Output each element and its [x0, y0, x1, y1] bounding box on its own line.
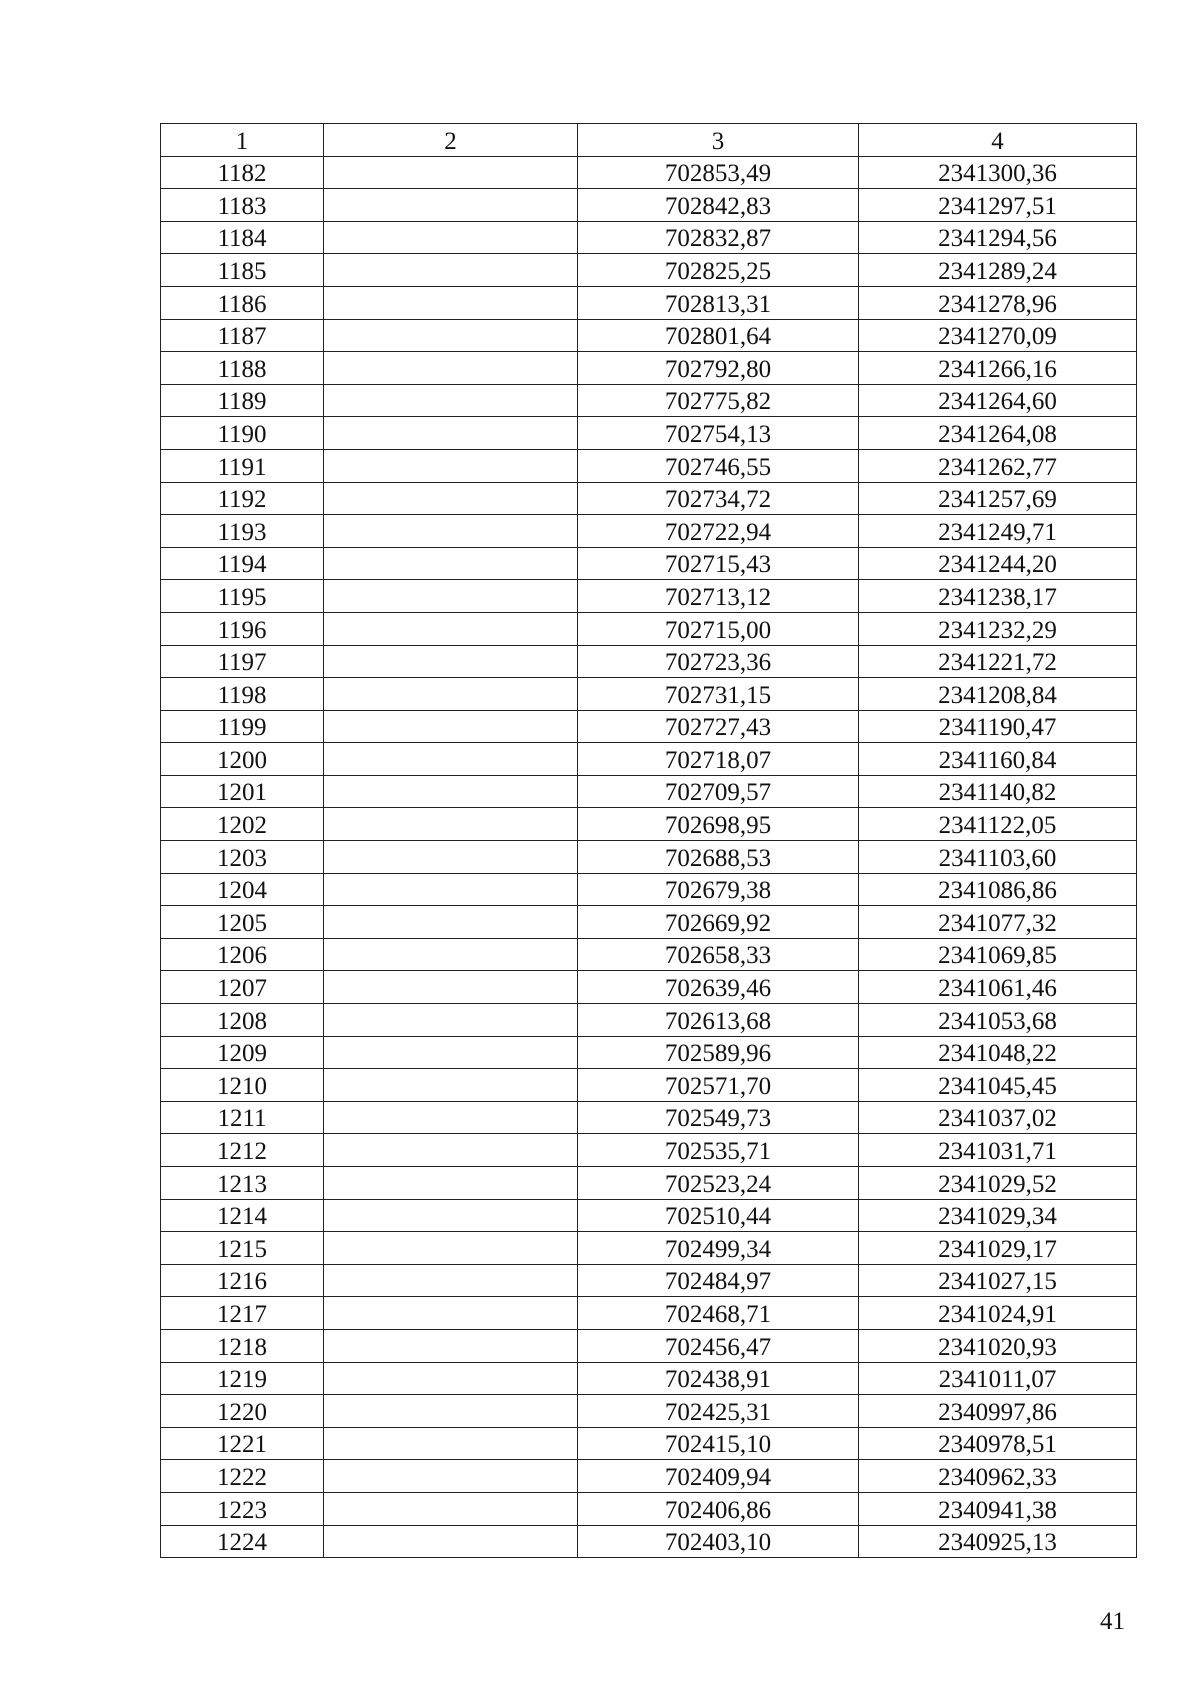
- coordinate-x-cell: 702484,97: [578, 1264, 859, 1297]
- point-number-cell: 1182: [161, 156, 324, 189]
- table-row: [161, 254, 1137, 287]
- coordinate-y-cell: 2341266,16: [859, 352, 1137, 385]
- coordinate-x-cell: 702571,70: [578, 1069, 859, 1102]
- point-number-cell: 1190: [161, 417, 324, 450]
- point-number-cell: 1198: [161, 678, 324, 711]
- coordinate-x-cell: 702468,71: [578, 1297, 859, 1330]
- coordinate-x-cell: 702425,31: [578, 1395, 859, 1428]
- point-number-cell: 1209: [161, 1036, 324, 1069]
- point-number-cell: 1201: [161, 775, 324, 808]
- column-header-2: 2: [324, 124, 578, 157]
- point-number-cell: 1183: [161, 189, 324, 222]
- point-number-cell: 1197: [161, 645, 324, 678]
- coordinate-x-cell: 702842,83: [578, 189, 859, 222]
- empty-cell: [324, 906, 578, 939]
- point-number-cell: 1211: [161, 1101, 324, 1134]
- empty-cell: [324, 449, 578, 482]
- table-row: [161, 906, 1137, 939]
- point-number-cell: 1213: [161, 1167, 324, 1200]
- coordinate-y-cell: 2340941,38: [859, 1492, 1137, 1525]
- table-body: [161, 156, 1137, 1558]
- empty-cell: [324, 612, 578, 645]
- coordinate-y-cell: 2340925,13: [859, 1525, 1137, 1558]
- table-row: [161, 678, 1137, 711]
- table-row: [161, 319, 1137, 352]
- point-number-cell: 1188: [161, 352, 324, 385]
- table-row: [161, 417, 1137, 450]
- empty-cell: [324, 319, 578, 352]
- table-row: [161, 938, 1137, 971]
- coordinate-y-cell: 2341103,60: [859, 841, 1137, 874]
- empty-cell: [324, 515, 578, 548]
- empty-cell: [324, 710, 578, 743]
- coordinate-x-cell: 702792,80: [578, 352, 859, 385]
- coordinate-x-cell: 702825,25: [578, 254, 859, 287]
- coordinate-x-cell: 702499,34: [578, 1232, 859, 1265]
- coordinate-y-cell: 2341294,56: [859, 221, 1137, 254]
- table-row: [161, 221, 1137, 254]
- table-row: [161, 352, 1137, 385]
- coordinate-x-cell: 702731,15: [578, 678, 859, 711]
- coordinate-x-cell: 702409,94: [578, 1460, 859, 1493]
- empty-cell: [324, 1134, 578, 1167]
- empty-cell: [324, 678, 578, 711]
- coordinate-y-cell: 2340978,51: [859, 1427, 1137, 1460]
- empty-cell: [324, 1167, 578, 1200]
- coordinate-y-cell: 2341140,82: [859, 775, 1137, 808]
- coordinate-y-cell: 2341053,68: [859, 1004, 1137, 1037]
- table-row: [161, 580, 1137, 613]
- table-row: [161, 156, 1137, 189]
- coordinates-table: [160, 123, 1137, 1558]
- coordinate-x-cell: 702510,44: [578, 1199, 859, 1232]
- empty-cell: [324, 286, 578, 319]
- coordinate-x-cell: 702403,10: [578, 1525, 859, 1558]
- table-row: [161, 547, 1137, 580]
- coordinate-x-cell: 702715,00: [578, 612, 859, 645]
- header-row: [161, 124, 1137, 157]
- table-row: [161, 1134, 1137, 1167]
- coordinate-y-cell: 2341027,15: [859, 1264, 1137, 1297]
- coordinate-y-cell: 2341278,96: [859, 286, 1137, 319]
- coordinate-y-cell: 2341289,24: [859, 254, 1137, 287]
- coordinate-x-cell: 702713,12: [578, 580, 859, 613]
- empty-cell: [324, 1362, 578, 1395]
- point-number-cell: 1212: [161, 1134, 324, 1167]
- point-number-cell: 1223: [161, 1492, 324, 1525]
- point-number-cell: 1192: [161, 482, 324, 515]
- empty-cell: [324, 1329, 578, 1362]
- coordinate-x-cell: 702438,91: [578, 1362, 859, 1395]
- coordinate-y-cell: 2341232,29: [859, 612, 1137, 645]
- coordinate-y-cell: 2341122,05: [859, 808, 1137, 841]
- empty-cell: [324, 1101, 578, 1134]
- coordinate-x-cell: 702709,57: [578, 775, 859, 808]
- table-row: [161, 482, 1137, 515]
- coordinate-y-cell: 2341190,47: [859, 710, 1137, 743]
- empty-cell: [324, 775, 578, 808]
- empty-cell: [324, 1004, 578, 1037]
- empty-cell: [324, 1199, 578, 1232]
- coordinate-y-cell: 2341077,32: [859, 906, 1137, 939]
- table-row: [161, 1297, 1137, 1330]
- empty-cell: [324, 1395, 578, 1428]
- table-row: [161, 775, 1137, 808]
- table-row: [161, 1362, 1137, 1395]
- empty-cell: [324, 873, 578, 906]
- point-number-cell: 1193: [161, 515, 324, 548]
- coordinate-y-cell: 2340997,86: [859, 1395, 1137, 1428]
- coordinate-x-cell: 702746,55: [578, 449, 859, 482]
- table-row: [161, 1232, 1137, 1265]
- point-number-cell: 1194: [161, 547, 324, 580]
- coordinate-y-cell: 2341270,09: [859, 319, 1137, 352]
- empty-cell: [324, 547, 578, 580]
- coordinate-y-cell: 2341221,72: [859, 645, 1137, 678]
- coordinate-x-cell: 702723,36: [578, 645, 859, 678]
- table-row: [161, 743, 1137, 776]
- coordinate-x-cell: 702734,72: [578, 482, 859, 515]
- coordinate-x-cell: 702639,46: [578, 971, 859, 1004]
- table-row: [161, 286, 1137, 319]
- point-number-cell: 1218: [161, 1329, 324, 1362]
- table-row: [161, 1199, 1137, 1232]
- coordinate-x-cell: 702535,71: [578, 1134, 859, 1167]
- coordinate-y-cell: 2341029,34: [859, 1199, 1137, 1232]
- table-row: [161, 1069, 1137, 1102]
- coordinate-y-cell: 2341297,51: [859, 189, 1137, 222]
- table-row: [161, 189, 1137, 222]
- coordinate-y-cell: 2341264,08: [859, 417, 1137, 450]
- empty-cell: [324, 384, 578, 417]
- point-number-cell: 1220: [161, 1395, 324, 1428]
- table-row: [161, 1492, 1137, 1525]
- point-number-cell: 1189: [161, 384, 324, 417]
- coordinate-x-cell: 702832,87: [578, 221, 859, 254]
- coordinate-x-cell: 702715,43: [578, 547, 859, 580]
- point-number-cell: 1205: [161, 906, 324, 939]
- empty-cell: [324, 189, 578, 222]
- table-row: [161, 1036, 1137, 1069]
- point-number-cell: 1207: [161, 971, 324, 1004]
- empty-cell: [324, 482, 578, 515]
- point-number-cell: 1206: [161, 938, 324, 971]
- coordinate-x-cell: 702669,92: [578, 906, 859, 939]
- table-row: [161, 841, 1137, 874]
- coordinate-x-cell: 702679,38: [578, 873, 859, 906]
- coordinate-x-cell: 702727,43: [578, 710, 859, 743]
- table-row: [161, 1395, 1137, 1428]
- coordinate-x-cell: 702801,64: [578, 319, 859, 352]
- table-row: [161, 971, 1137, 1004]
- table-row: [161, 1525, 1137, 1558]
- coordinate-x-cell: 702718,07: [578, 743, 859, 776]
- empty-cell: [324, 352, 578, 385]
- coordinate-y-cell: 2341208,84: [859, 678, 1137, 711]
- table-row: [161, 873, 1137, 906]
- coordinate-x-cell: 702722,94: [578, 515, 859, 548]
- coordinate-y-cell: 2341086,86: [859, 873, 1137, 906]
- empty-cell: [324, 1460, 578, 1493]
- point-number-cell: 1208: [161, 1004, 324, 1037]
- empty-cell: [324, 156, 578, 189]
- table-row: [161, 1264, 1137, 1297]
- table-row: [161, 1101, 1137, 1134]
- empty-cell: [324, 1232, 578, 1265]
- coordinate-y-cell: 2341011,07: [859, 1362, 1137, 1395]
- empty-cell: [324, 971, 578, 1004]
- table-row: [161, 1427, 1137, 1460]
- coordinate-x-cell: 702523,24: [578, 1167, 859, 1200]
- coordinate-y-cell: 2341024,91: [859, 1297, 1137, 1330]
- table-row: [161, 1004, 1137, 1037]
- point-number-cell: 1196: [161, 612, 324, 645]
- table-row: [161, 449, 1137, 482]
- table-row: [161, 515, 1137, 548]
- point-number-cell: 1186: [161, 286, 324, 319]
- coordinate-x-cell: 702658,33: [578, 938, 859, 971]
- column-header-4: 4: [859, 124, 1137, 157]
- table-row: [161, 645, 1137, 678]
- empty-cell: [324, 1427, 578, 1460]
- coordinate-y-cell: 2341264,60: [859, 384, 1137, 417]
- empty-cell: [324, 1492, 578, 1525]
- point-number-cell: 1219: [161, 1362, 324, 1395]
- coordinate-y-cell: 2341037,02: [859, 1101, 1137, 1134]
- point-number-cell: 1215: [161, 1232, 324, 1265]
- coordinate-x-cell: 702813,31: [578, 286, 859, 319]
- point-number-cell: 1187: [161, 319, 324, 352]
- empty-cell: [324, 1297, 578, 1330]
- coordinate-x-cell: 702853,49: [578, 156, 859, 189]
- point-number-cell: 1224: [161, 1525, 324, 1558]
- empty-cell: [324, 1525, 578, 1558]
- page-number: 41: [1100, 1608, 1125, 1635]
- coordinate-y-cell: 2341262,77: [859, 449, 1137, 482]
- point-number-cell: 1216: [161, 1264, 324, 1297]
- empty-cell: [324, 645, 578, 678]
- empty-cell: [324, 221, 578, 254]
- column-header-1: 1: [161, 124, 324, 157]
- point-number-cell: 1195: [161, 580, 324, 613]
- point-number-cell: 1185: [161, 254, 324, 287]
- table-row: [161, 1460, 1137, 1493]
- point-number-cell: 1202: [161, 808, 324, 841]
- point-number-cell: 1184: [161, 221, 324, 254]
- empty-cell: [324, 254, 578, 287]
- column-header-3: 3: [578, 124, 859, 157]
- point-number-cell: 1222: [161, 1460, 324, 1493]
- coordinate-x-cell: 702589,96: [578, 1036, 859, 1069]
- empty-cell: [324, 743, 578, 776]
- point-number-cell: 1221: [161, 1427, 324, 1460]
- empty-cell: [324, 938, 578, 971]
- empty-cell: [324, 1264, 578, 1297]
- empty-cell: [324, 580, 578, 613]
- coordinate-y-cell: 2340962,33: [859, 1460, 1137, 1493]
- point-number-cell: 1214: [161, 1199, 324, 1232]
- empty-cell: [324, 1069, 578, 1102]
- coordinate-y-cell: 2341249,71: [859, 515, 1137, 548]
- point-number-cell: 1217: [161, 1297, 324, 1330]
- coordinate-y-cell: 2341020,93: [859, 1329, 1137, 1362]
- coordinate-y-cell: 2341061,46: [859, 971, 1137, 1004]
- table-row: [161, 1329, 1137, 1362]
- coordinate-y-cell: 2341029,17: [859, 1232, 1137, 1265]
- point-number-cell: 1203: [161, 841, 324, 874]
- coordinate-x-cell: 702698,95: [578, 808, 859, 841]
- coordinate-y-cell: 2341031,71: [859, 1134, 1137, 1167]
- coordinate-x-cell: 702415,10: [578, 1427, 859, 1460]
- point-number-cell: 1210: [161, 1069, 324, 1102]
- empty-cell: [324, 841, 578, 874]
- coordinate-x-cell: 702549,73: [578, 1101, 859, 1134]
- coordinate-y-cell: 2341238,17: [859, 580, 1137, 613]
- empty-cell: [324, 417, 578, 450]
- coordinate-y-cell: 2341244,20: [859, 547, 1137, 580]
- coordinate-y-cell: 2341045,45: [859, 1069, 1137, 1102]
- point-number-cell: 1191: [161, 449, 324, 482]
- coordinate-y-cell: 2341257,69: [859, 482, 1137, 515]
- coordinate-y-cell: 2341029,52: [859, 1167, 1137, 1200]
- coordinate-y-cell: 2341069,85: [859, 938, 1137, 971]
- point-number-cell: 1200: [161, 743, 324, 776]
- coordinate-y-cell: 2341300,36: [859, 156, 1137, 189]
- coordinate-x-cell: 702754,13: [578, 417, 859, 450]
- coordinate-x-cell: 702456,47: [578, 1329, 859, 1362]
- point-number-cell: 1204: [161, 873, 324, 906]
- table-row: [161, 384, 1137, 417]
- table-row: [161, 1167, 1137, 1200]
- point-number-cell: 1199: [161, 710, 324, 743]
- coordinate-y-cell: 2341048,22: [859, 1036, 1137, 1069]
- coordinate-x-cell: 702406,86: [578, 1492, 859, 1525]
- coordinate-y-cell: 2341160,84: [859, 743, 1137, 776]
- empty-cell: [324, 808, 578, 841]
- empty-cell: [324, 1036, 578, 1069]
- table-row: [161, 710, 1137, 743]
- coordinate-x-cell: 702688,53: [578, 841, 859, 874]
- coordinate-x-cell: 702775,82: [578, 384, 859, 417]
- table-row: [161, 808, 1137, 841]
- table-row: [161, 612, 1137, 645]
- coordinate-x-cell: 702613,68: [578, 1004, 859, 1037]
